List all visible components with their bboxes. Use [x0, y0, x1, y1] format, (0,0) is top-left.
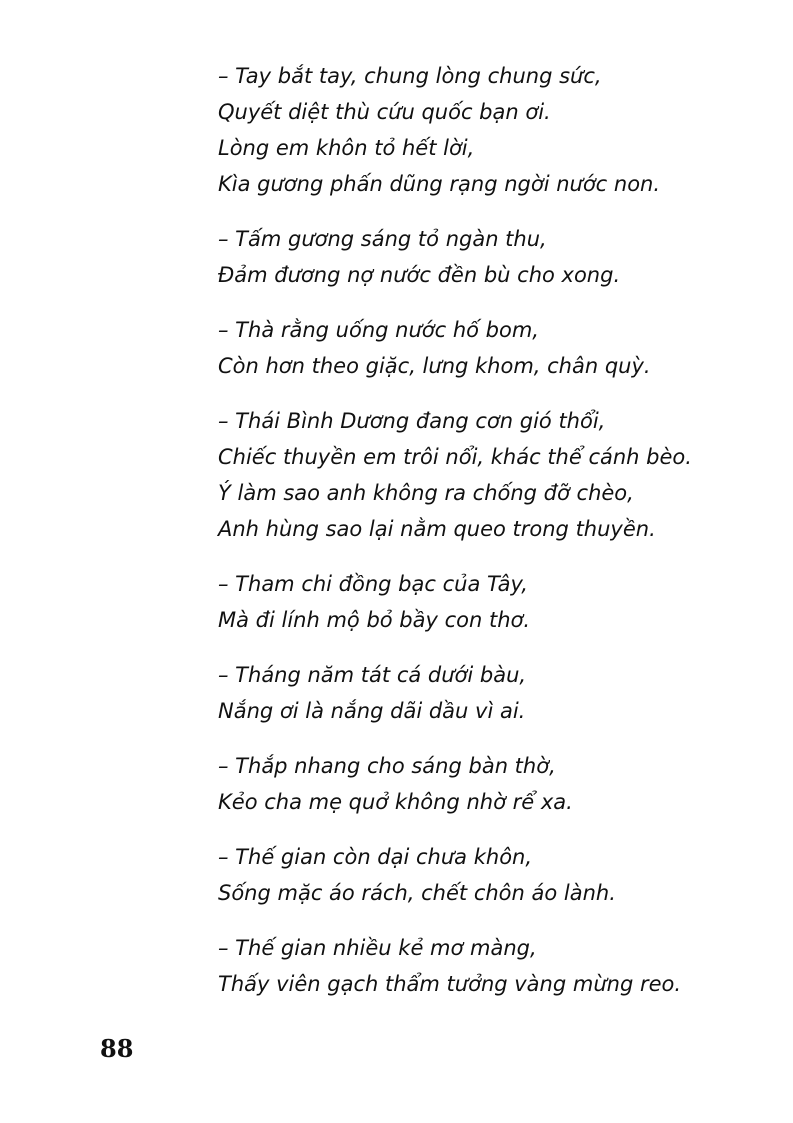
verse-line: – Thắp nhang cho sáng bàn thờ,	[218, 754, 556, 778]
stanza	[218, 221, 778, 293]
stanza	[218, 657, 778, 729]
verse-line: Chiếc thuyền em trôi nổi, khác thể cánh bèo.	[218, 445, 692, 469]
verse-line: – Thái Bình Dương đang cơn gió thổi,	[218, 409, 606, 433]
stanza	[218, 930, 778, 1002]
stanza	[218, 58, 778, 202]
verse-line: – Thà rằng uống nước hố bom,	[218, 318, 539, 342]
verse-line: Đảm đương nợ nước đền bù cho xong.	[218, 263, 621, 287]
verse-line: Nắng ơi là nắng dãi dầu vì ai.	[218, 699, 526, 723]
verse-line: – Thế gian còn dại chưa khôn,	[218, 845, 533, 869]
verse-line: Kẻo cha mẹ quở không nhờ rể xa.	[218, 790, 573, 814]
verse-line: Ý làm sao anh không ra chống đỡ chèo,	[218, 481, 634, 505]
stanza	[218, 748, 778, 820]
verse-line: – Tay bắt tay, chung lòng chung sức,	[218, 64, 602, 88]
verse-line: – Tấm gương sáng tỏ ngàn thu,	[218, 227, 547, 251]
verse-line: Thấy viên gạch thẩm tưởng vàng mừng reo.	[218, 972, 682, 996]
page-number: 88	[100, 1034, 134, 1063]
poem-body	[218, 58, 778, 1021]
stanza	[218, 566, 778, 638]
stanza	[218, 403, 778, 547]
verse-line: Quyết diệt thù cứu quốc bạn ơi.	[218, 100, 551, 124]
verse-line: Mà đi lính mộ bỏ bầy con thơ.	[218, 608, 531, 632]
verse-line: Còn hơn theo giặc, lưng khom, chân quỳ.	[218, 354, 651, 378]
verse-line: – Tham chi đồng bạc của Tây,	[218, 572, 528, 596]
verse-line: – Thế gian nhiều kẻ mơ màng,	[218, 936, 537, 960]
stanza	[218, 839, 778, 911]
verse-line: Kìa gương phấn dũng rạng ngời nước non.	[218, 172, 661, 196]
verse-line: Sống mặc áo rách, chết chôn áo lành.	[218, 881, 616, 905]
verse-line: – Tháng năm tát cá dưới bàu,	[218, 663, 527, 687]
verse-line: Lòng em khôn tỏ hết lời,	[218, 136, 475, 160]
verse-line: Anh hùng sao lại nằm queo trong thuyền.	[218, 517, 656, 541]
stanza	[218, 312, 778, 384]
